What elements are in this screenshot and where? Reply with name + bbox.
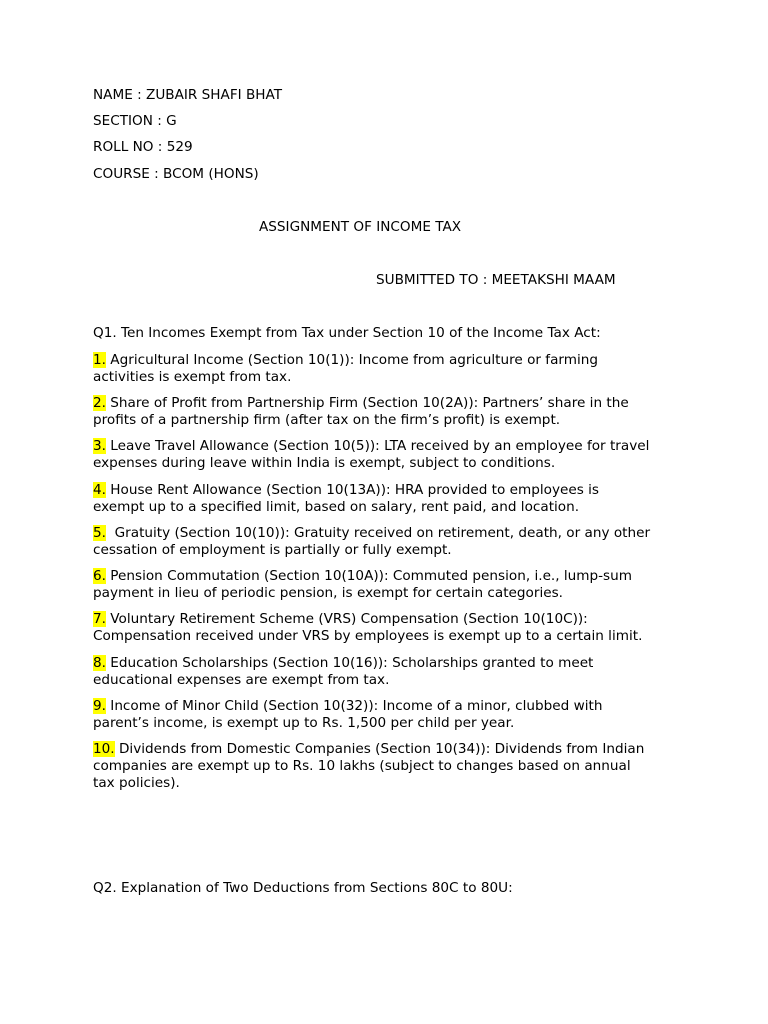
student-roll-no: ROLL NO : 529: [93, 139, 193, 155]
item-text: Dividends from Domestic Companies (Section 10(34)): Dividends from Indian: [114, 741, 645, 757]
item-number: 6.: [93, 568, 106, 584]
item-number: 2.: [93, 395, 106, 411]
list-item: [93, 395, 693, 429]
student-name: NAME : ZUBAIR SHAFI BHAT: [93, 87, 283, 103]
item-text: Leave Travel Allowance (Section 10(5)): LTA received by an employee for travel: [105, 438, 650, 454]
item-number: 1.: [93, 352, 106, 368]
item-text: payment in lieu of periodic pension, is exempt for certain categories.: [93, 585, 563, 602]
item-number: 4.: [93, 482, 106, 498]
list-item: [93, 655, 693, 689]
item-text: profits of a partnership firm (after tax on the firm’s profit) is exempt.: [93, 412, 561, 429]
item-text: Pension Commutation (Section 10(10A)): Commuted pension, i.e., lump-sum: [105, 568, 632, 584]
list-item: [93, 352, 693, 386]
item-text: parent’s income, is exempt up to Rs. 1,500 per child per year.: [93, 715, 515, 732]
q2-heading: Q2. Explanation of Two Deductions from Sections 80C to 80U:: [93, 880, 513, 896]
list-item: [93, 611, 693, 645]
item-text: Share of Profit from Partnership Firm (Section 10(2A)): Partners’ share in the: [105, 395, 629, 411]
item-number: 9.: [93, 698, 106, 714]
item-text: Voluntary Retirement Scheme (VRS) Compensation (Section 10(10C)):: [105, 611, 588, 627]
student-section: SECTION : G: [93, 113, 177, 129]
item-text: House Rent Allowance (Section 10(13A)): HRA provided to employees is: [105, 482, 599, 498]
list-item: [93, 438, 693, 472]
item-text: Agricultural Income (Section 10(1)): Income from agriculture or farming: [105, 352, 599, 368]
item-number: 7.: [93, 611, 106, 627]
student-course: COURSE : BCOM (HONS): [93, 166, 259, 182]
item-text: tax policies).: [93, 775, 180, 792]
item-text: exempt up to a specified limit, based on salary, rent paid, and location.: [93, 499, 580, 516]
list-item: [93, 741, 693, 793]
item-text: Education Scholarships (Section 10(16)): Scholarships granted to meet: [105, 655, 594, 671]
list-item: [93, 568, 693, 602]
item-text: Gratuity (Section 10(10)): Gratuity received on retirement, death, or any other: [105, 525, 651, 541]
item-text: Compensation received under VRS by employees is exempt up to a certain limit.: [93, 628, 643, 645]
list-item: [93, 698, 693, 732]
item-text: Income of Minor Child (Section 10(32)): Income of a minor, clubbed with: [105, 698, 603, 714]
item-text: activities is exempt from tax.: [93, 369, 292, 386]
item-number: 5.: [93, 525, 106, 541]
item-text: cessation of employment is partially or fully exempt.: [93, 542, 452, 559]
list-item: [93, 525, 693, 559]
item-number: 10.: [93, 741, 115, 757]
item-text: educational expenses are exempt from tax.: [93, 672, 390, 689]
item-number: 8.: [93, 655, 106, 671]
q1-heading: Q1. Ten Incomes Exempt from Tax under Section 10 of the Income Tax Act:: [93, 325, 601, 341]
item-text: expenses during leave within India is exempt, subject to conditions.: [93, 455, 556, 472]
list-item: [93, 482, 693, 516]
item-text: companies are exempt up to Rs. 10 lakhs (subject to changes based on annual: [93, 758, 631, 775]
document-title: ASSIGNMENT OF INCOME TAX: [259, 219, 462, 235]
item-number: 3.: [93, 438, 106, 454]
submitted-to: SUBMITTED TO : MEETAKSHI MAAM: [376, 272, 616, 288]
